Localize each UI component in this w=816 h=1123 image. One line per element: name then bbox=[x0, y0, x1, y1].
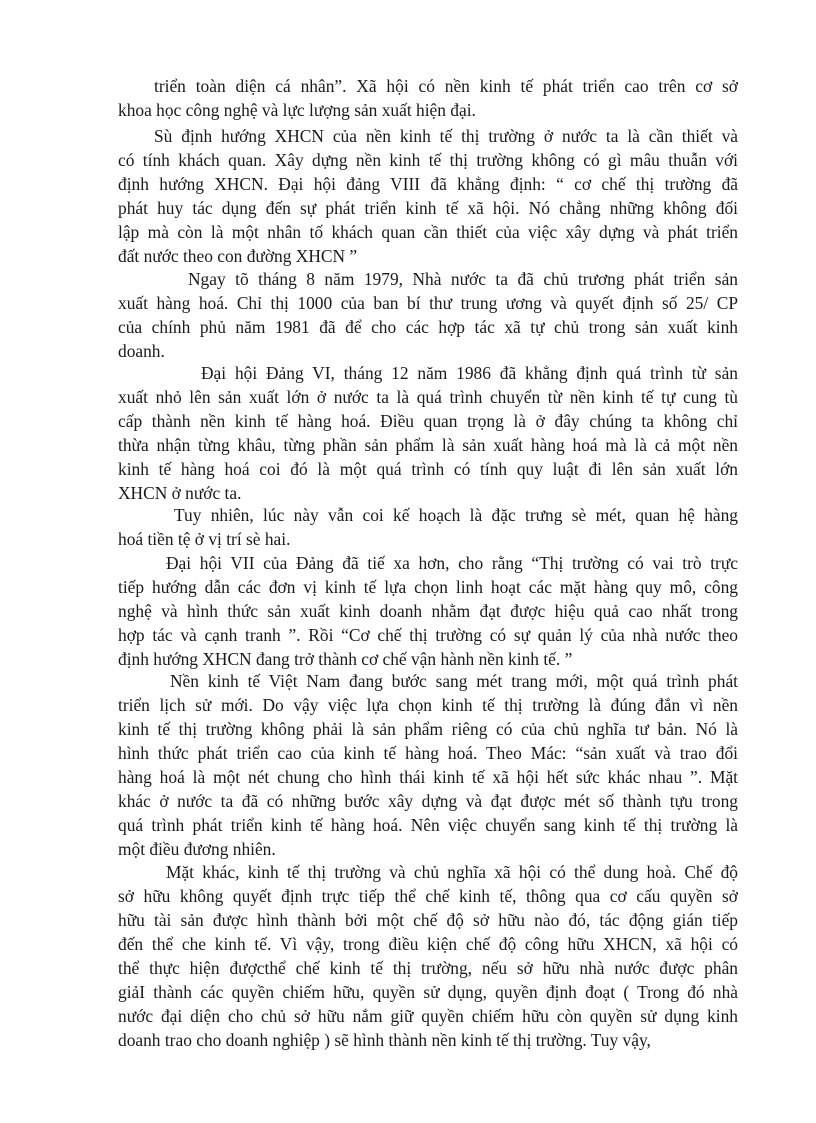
paragraph bbox=[118, 669, 738, 861]
text-line: sở hữu không quyết định trực tiếp thể chế kinh tế, thông qua cơ cấu quyền sở bbox=[118, 886, 738, 906]
text-line: triển lịch sử mới. Do vậy việc lựa chọn kinh tế thị trường là đúng đắn vì nền bbox=[118, 695, 738, 715]
text-line: Sù định hướng XHCN của nền kinh tế thị trường ở nước ta là cần thiết và bbox=[154, 126, 738, 146]
text-line: khoa học công nghệ và lực lượng sản xuất hiện đại. bbox=[118, 100, 476, 120]
text-line: quá trình phát triển kinh tế hàng hoá. Nên việc chuyển sang kinh tế thị trường là bbox=[118, 815, 738, 835]
text-line: của chính phủ năm 1981 đã để cho các hợp tác xã tự chủ trong sản xuất kinh bbox=[118, 317, 738, 337]
paragraph bbox=[118, 74, 738, 122]
text-line: kinh tế thị trường không phải là sản phẩm riêng có của chủ nghĩa tư bản. Nó là bbox=[118, 719, 738, 739]
text-line: phát huy tác dụng đến sự phát triển kinh tế xã hội. Nó chẳng những không đối bbox=[118, 198, 738, 218]
text-line: doanh. bbox=[118, 341, 165, 361]
paragraph bbox=[118, 860, 738, 1052]
paragraph bbox=[118, 503, 738, 551]
text-line: hoá tiền tệ ở vị trí sè hai. bbox=[118, 529, 291, 549]
text-line: Đại hội VII của Đảng đã tiế xa hơn, cho rằng “Thị trường có vai trò trực bbox=[166, 553, 738, 573]
paragraph bbox=[118, 551, 738, 671]
paragraph bbox=[118, 267, 738, 363]
text-line: Ngay tõ tháng 8 năm 1979, Nhà nước ta đã chủ trương phát triển sản bbox=[188, 269, 738, 289]
text-line: thể thực hiện đượcthể chế kinh tế thị trường, nếu sở hữu nhà nước được phân bbox=[118, 958, 738, 978]
text-line: hợp tác và cạnh tranh ”. Rồi “Cơ chế thị trường có sự quản lý của nhà nước theo bbox=[118, 625, 738, 645]
text-line: cấp thành nền kinh tế hàng hoá. Điều quan trọng là ở đây chúng ta không chỉ bbox=[118, 411, 738, 431]
text-line: xuất nhỏ lên sản xuất lớn ở nước ta là quá trình chuyển từ nền kinh tế tự cung tù bbox=[118, 387, 738, 407]
text-line: giảI thành các quyền chiếm hữu, quyền sử dụng, quyền định đoạt ( Trong đó nhà bbox=[118, 982, 738, 1002]
text-line: Mặt khác, kinh tế thị trường và chủ nghĩa xã hội có thể dung hoà. Chế độ bbox=[166, 862, 738, 882]
text-line: xuất hàng hoá. Chỉ thị 1000 của ban bí thư trung ương và quyết định số 25/ CP bbox=[118, 293, 738, 313]
text-line: hữu tài sản được hình thành bởi một chế độ sở hữu nào đó, tác động gián tiếp bbox=[118, 910, 738, 930]
text-line: đất nước theo con đường XHCN ” bbox=[118, 246, 358, 266]
text-line: đến thể che kinh tế. Vì vậy, trong điều kiện chế độ công hữu XHCN, xã hội có bbox=[118, 934, 738, 954]
text-line: định hướng XHCN đang trở thành cơ chế vận hành nền kinh tế. ” bbox=[118, 649, 573, 669]
text-line: doanh trao cho doanh nghiệp ) sẽ hình thành nền kinh tế thị trường. Tuy vậy, bbox=[118, 1030, 651, 1050]
text-line: lập mà còn là một nhân tố khách quan cần thiết của việc xây dựng và phát triển bbox=[118, 222, 738, 242]
text-line: XHCN ở nước ta. bbox=[118, 483, 242, 503]
text-line: nghệ và hình thức sản xuất kinh doanh nhằm đạt được hiệu quả cao nhất trong bbox=[118, 601, 738, 621]
text-line: Đại hội Đảng VI, tháng 12 năm 1986 đã khẳng định quá trình từ sản bbox=[201, 363, 738, 383]
text-line: hình thức phát triển cao của kinh tế hàng hoá. Theo Mác: “sản xuất và trao đổi bbox=[118, 743, 738, 763]
paragraph bbox=[118, 124, 738, 268]
text-line: tiếp hướng dẫn các đơn vị kinh tế lựa chọn linh hoạt các mặt hàng quy mô, công bbox=[118, 577, 738, 597]
text-line: một điều đương nhiên. bbox=[118, 839, 276, 859]
text-line: hàng hoá là một nét chung cho hình thái kinh tế xã hội hết sức khác nhau ”. Mặt bbox=[118, 767, 738, 787]
text-line: khác ở nước ta đã có những bước xây dựng và đạt được mét số thành tựu trong bbox=[118, 791, 738, 811]
text-line: kinh tế hàng hoá coi đó là một quá trình có tính quy luật đi lên sản xuất lớn bbox=[118, 459, 738, 479]
text-line: nước đại diện cho chủ sở hữu nắm giữ quyền chiếm hữu còn quyền sử dụng kinh bbox=[118, 1006, 738, 1026]
text-line: triển toàn diện cá nhân”. Xã hội có nền kinh tế phát triển cao trên cơ sở bbox=[154, 76, 738, 96]
text-line: thừa nhận từng khâu, từng phần sản phẩm là sản xuất hàng hoá mà là cả một nền bbox=[118, 435, 738, 455]
text-line: Nền kinh tế Việt Nam đang bước sang mét trang mới, một quá trình phát bbox=[170, 671, 738, 691]
text-line: định hướng XHCN. Đại hội đảng VIII đã khẳng định: “ cơ chế thị trường đã bbox=[118, 174, 738, 194]
text-line: Tuy nhiên, lúc này vẫn coi kế hoạch là đặc trưng sè mét, quan hệ hàng bbox=[174, 505, 738, 525]
paragraph bbox=[118, 361, 738, 505]
text-line: có tính khách quan. Xây dựng nền kinh tế thị trường không có gì mâu thuẫn với bbox=[118, 150, 738, 170]
